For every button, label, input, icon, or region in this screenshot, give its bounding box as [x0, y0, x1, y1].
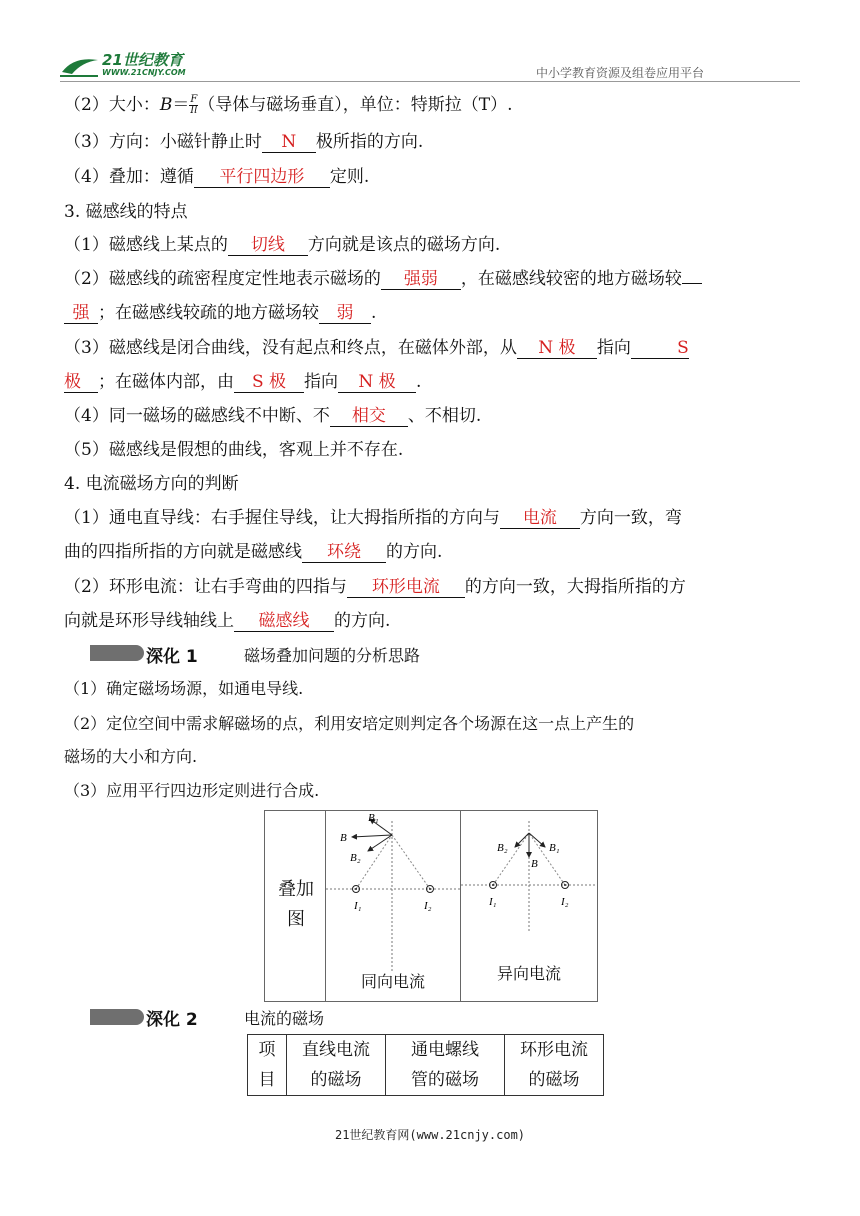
header: [0, 0, 860, 82]
text: ；在磁体内部，由: [98, 372, 234, 392]
text: 定则.: [329, 167, 370, 187]
line-direction: [64, 131, 423, 153]
label-i1: I₁: [489, 896, 497, 908]
line-a3-cont: [64, 371, 421, 393]
label-i2: I₂: [561, 896, 569, 908]
answer-blank: 电流: [500, 508, 580, 529]
text: 的方向一致，大拇指所指的方: [464, 577, 686, 597]
table-header-cell: [287, 1035, 386, 1096]
cell-line: 项: [258, 1040, 276, 1060]
text: 的方向.: [386, 542, 443, 562]
fraction-den: Il: [190, 105, 198, 116]
answer-blank: 强弱: [381, 269, 461, 290]
text: （2）环形电流：让右手弯曲的四指与: [64, 577, 347, 597]
table-row: [248, 1035, 604, 1096]
cell-line: 通电螺线: [411, 1040, 479, 1060]
row-label-line: 图: [287, 909, 305, 930]
text: 指向: [596, 338, 631, 358]
text: （1）通电直导线：右手握住导线，让大拇指所指的方向与: [64, 508, 500, 528]
label-i1: I₁: [354, 900, 362, 912]
line-b1: [64, 507, 682, 529]
answer-blank: S 极: [234, 372, 304, 393]
line-superposition: [64, 166, 369, 188]
deep1-p1: （1）确定磁场场源，如通电导线.: [64, 679, 304, 698]
text: 向就是环形导线轴线上: [64, 611, 234, 631]
answer-blank: 相交: [330, 406, 408, 427]
fraction: [189, 95, 198, 116]
answer-blank: 极: [64, 372, 98, 393]
platform-text: 中小学教育资源及组卷应用平台: [536, 66, 705, 80]
row-label-line: 叠加: [278, 879, 314, 900]
logo-mark-icon: [60, 52, 100, 78]
deep1-title: 磁场叠加问题的分析思路: [244, 646, 421, 665]
cell-line: 管的磁场: [411, 1070, 479, 1090]
line-magnitude: [64, 94, 513, 116]
cell-line: 环形电流: [520, 1040, 588, 1060]
formula-eq: ＝: [172, 95, 190, 115]
deep1-p3: （3）应用平行四边形定则进行合成.: [64, 781, 320, 800]
text: .: [416, 372, 422, 392]
answer-blank: S: [631, 338, 689, 359]
fraction-num: F: [190, 94, 198, 105]
left-caption: 同向电流: [360, 972, 425, 991]
answer-blank: N 极: [338, 372, 416, 393]
deep1-p2b: 磁场的大小和方向.: [64, 747, 198, 766]
table-header-cell: [386, 1035, 505, 1096]
text: 方向一致，弯: [579, 508, 682, 528]
cell-line: 直线电流: [302, 1040, 370, 1060]
site-logo: [60, 52, 220, 80]
text: 指向: [304, 372, 338, 392]
answer-blank: 环绕: [302, 542, 386, 563]
answer-blank: N: [262, 132, 316, 153]
text: 曲的四指所指的方向就是磁感线: [64, 542, 302, 562]
text: ，在磁感线较密的地方磁场较: [460, 269, 682, 289]
cell-line: 目: [258, 1070, 276, 1090]
right-caption: 异向电流: [496, 964, 561, 983]
section-title: 4. 电流磁场方向的判断: [64, 474, 239, 494]
answer-blank: 磁感线: [234, 611, 334, 632]
line-b1-cont: [64, 541, 442, 563]
line-a5: （5）磁感线是假想的曲线，客观上并不存在.: [64, 440, 404, 460]
answer-blank: 弱: [319, 303, 371, 324]
line-a2: [64, 268, 702, 290]
line-a4: [64, 405, 481, 427]
footer: 21世纪教育网(www.21cnjy.com): [334, 1128, 526, 1142]
line-b2-cont: [64, 610, 390, 632]
text: （3）方向：小磁针静止时: [64, 132, 262, 152]
deep1-p2a: （2）定位空间中需求解磁场的点，利用安培定则判定各个场源在这一点上产生的: [64, 714, 635, 733]
blank-line: [682, 283, 702, 284]
table-header-cell: [248, 1035, 287, 1096]
line-a1: [64, 234, 500, 256]
text: （导体与磁场垂直），单位：特斯拉（T）.: [198, 95, 513, 115]
answer-blank: 环形电流: [347, 577, 465, 598]
label-b1: B₁: [549, 842, 560, 854]
label-b1: B₁: [368, 812, 379, 824]
header-divider: [60, 81, 800, 82]
text: （3）磁感线是闭合曲线，没有起点和终点，在磁体外部，从: [64, 338, 517, 358]
text: （4）同一磁场的磁感线不中断、不: [64, 406, 330, 426]
line-a2-cont: [64, 302, 376, 324]
text: （2）磁感线的疏密程度定性地表示磁场的: [64, 269, 381, 289]
text: （4）叠加：遵循: [64, 167, 194, 187]
label-b2: B₂: [350, 852, 361, 864]
text: .: [371, 303, 377, 323]
label-i2: I₂: [424, 900, 432, 912]
logo-main-text: 21世纪教育: [102, 51, 183, 69]
deep2-label: 深化 2: [146, 1010, 198, 1030]
logo-sub-text: WWW.21CNJY.COM: [102, 68, 186, 77]
section-title: 3. 磁感线的特点: [64, 202, 188, 222]
formula-b: B: [159, 95, 173, 115]
text: （1）磁感线上某点的: [64, 235, 228, 255]
answer-blank: 强: [64, 303, 98, 324]
label-b: B: [531, 858, 538, 870]
text: 的方向.: [334, 611, 391, 631]
text: 方向就是该点的磁场方向.: [307, 235, 501, 255]
line-a3: [64, 337, 689, 359]
answer-blank: N 极: [517, 338, 597, 359]
table-header-cell: [505, 1035, 604, 1096]
text: （2）大小：: [64, 95, 160, 115]
section-tag-marker: [90, 645, 144, 661]
line-b2: [64, 576, 686, 598]
text: 、不相切.: [407, 406, 482, 426]
answer-blank: 切线: [228, 235, 308, 256]
answer-blank: 平行四边形: [194, 167, 330, 188]
current-field-table: [247, 1034, 604, 1096]
label-b2: B₂: [497, 842, 508, 854]
section-tag-marker: [90, 1009, 144, 1025]
label-b: B: [340, 832, 347, 844]
superposition-figure: [264, 810, 598, 1002]
cell-line: 的磁场: [528, 1070, 580, 1090]
deep2-title: 电流的磁场: [244, 1009, 325, 1028]
deep1-label: 深化 1: [146, 647, 198, 667]
row-label: [273, 875, 319, 935]
cell-line: 的磁场: [310, 1070, 362, 1090]
text: 极所指的方向.: [315, 132, 424, 152]
text: ；在磁感线较疏的地方磁场较: [98, 303, 319, 323]
